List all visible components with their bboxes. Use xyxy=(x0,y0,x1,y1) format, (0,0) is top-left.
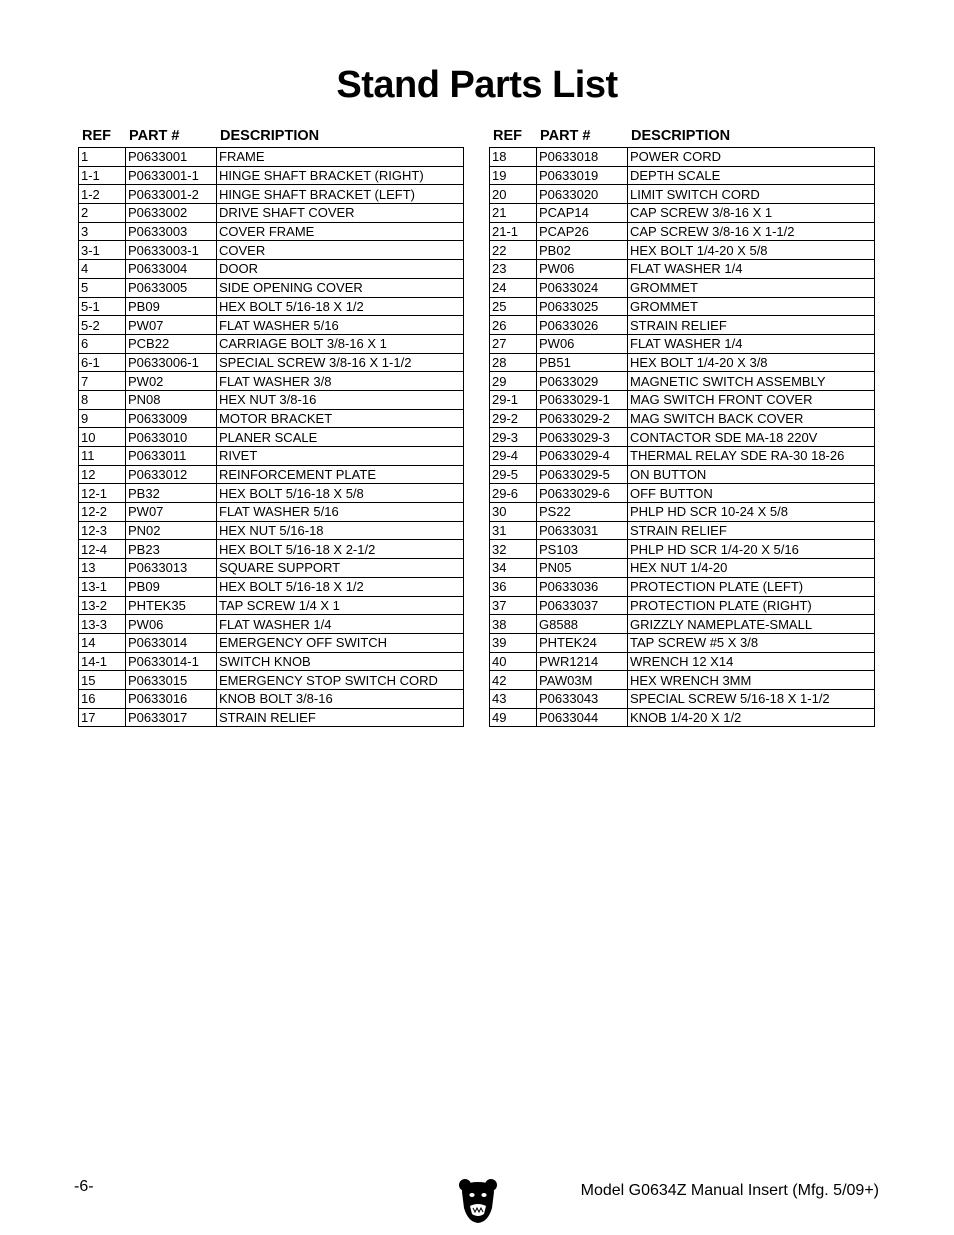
table-row xyxy=(79,708,464,727)
ref-cell: 12-4 xyxy=(79,540,126,559)
description-cell: FRAME xyxy=(217,148,464,167)
description-cell: HEX BOLT 1/4-20 X 3/8 xyxy=(628,353,875,372)
part-number-cell: PB23 xyxy=(126,540,217,559)
header-part-number: PART # xyxy=(129,128,180,144)
ref-cell: 29 xyxy=(490,372,537,391)
table-row xyxy=(490,577,875,596)
part-number-cell: PB09 xyxy=(126,577,217,596)
table-row xyxy=(79,671,464,690)
model-footer-text: Model G0634Z Manual Insert (Mfg. 5/09+) xyxy=(580,1182,879,1199)
part-number-cell: P0633010 xyxy=(126,428,217,447)
ref-cell: 13 xyxy=(79,559,126,578)
part-number-cell: PHTEK35 xyxy=(126,596,217,615)
description-cell: GROMMET xyxy=(628,278,875,297)
parts-table xyxy=(489,147,875,727)
table-row xyxy=(79,521,464,540)
table-row xyxy=(79,465,464,484)
part-number-cell: P0633004 xyxy=(126,260,217,279)
description-cell: LIMIT SWITCH CORD xyxy=(628,185,875,204)
part-number-cell: PN08 xyxy=(126,390,217,409)
ref-cell: 26 xyxy=(490,316,537,335)
table-row xyxy=(490,708,875,727)
ref-cell: 38 xyxy=(490,615,537,634)
description-cell: MAG SWITCH BACK COVER xyxy=(628,409,875,428)
description-cell: HEX WRENCH 3MM xyxy=(628,671,875,690)
table-row xyxy=(79,596,464,615)
ref-cell: 24 xyxy=(490,278,537,297)
header-description: DESCRIPTION xyxy=(220,128,320,144)
ref-cell: 18 xyxy=(490,148,537,167)
ref-cell: 20 xyxy=(490,185,537,204)
description-cell: HEX BOLT 1/4-20 X 5/8 xyxy=(628,241,875,260)
table-row xyxy=(79,652,464,671)
ref-cell: 29-6 xyxy=(490,484,537,503)
ref-cell: 29-4 xyxy=(490,447,537,466)
description-cell: DOOR xyxy=(217,260,464,279)
part-number-cell: P0633029-6 xyxy=(537,484,628,503)
ref-cell: 34 xyxy=(490,559,537,578)
description-cell: GRIZZLY NAMEPLATE-SMALL xyxy=(628,615,875,634)
part-number-cell: PW06 xyxy=(537,334,628,353)
table-row xyxy=(79,148,464,167)
ref-cell: 27 xyxy=(490,334,537,353)
table-row xyxy=(79,185,464,204)
description-cell: STRAIN RELIEF xyxy=(217,708,464,727)
ref-cell: 29-1 xyxy=(490,390,537,409)
part-number-cell: P0633029 xyxy=(537,372,628,391)
description-cell: COVER FRAME xyxy=(217,222,464,241)
ref-cell: 40 xyxy=(490,652,537,671)
ref-cell: 15 xyxy=(79,671,126,690)
ref-cell: 29-2 xyxy=(490,409,537,428)
table-body xyxy=(490,148,875,727)
table-row xyxy=(79,577,464,596)
description-cell: CAP SCREW 3/8-16 X 1 xyxy=(628,204,875,223)
description-cell: FLAT WASHER 1/4 xyxy=(628,260,875,279)
description-cell: HEX NUT 3/8-16 xyxy=(217,390,464,409)
part-number-cell: P0633029-3 xyxy=(537,428,628,447)
table-row xyxy=(490,465,875,484)
description-cell: SIDE OPENING COVER xyxy=(217,278,464,297)
ref-cell: 19 xyxy=(490,166,537,185)
ref-cell: 23 xyxy=(490,260,537,279)
description-cell: POWER CORD xyxy=(628,148,875,167)
part-number-cell: P0633015 xyxy=(126,671,217,690)
part-number-cell: P0633036 xyxy=(537,577,628,596)
ref-cell: 14 xyxy=(79,633,126,652)
part-number-cell: P0633029-5 xyxy=(537,465,628,484)
description-cell: HEX BOLT 5/16-18 X 2-1/2 xyxy=(217,540,464,559)
description-cell: PHLP HD SCR 10-24 X 5/8 xyxy=(628,503,875,522)
ref-cell: 30 xyxy=(490,503,537,522)
bear-head-icon xyxy=(458,1178,498,1224)
description-cell: FLAT WASHER 5/16 xyxy=(217,316,464,335)
table-row xyxy=(79,503,464,522)
table-row xyxy=(490,148,875,167)
part-number-cell: G8588 xyxy=(537,615,628,634)
table-row xyxy=(490,596,875,615)
description-cell: STRAIN RELIEF xyxy=(628,521,875,540)
table-row xyxy=(490,166,875,185)
description-cell: MOTOR BRACKET xyxy=(217,409,464,428)
table-row xyxy=(79,409,464,428)
description-cell: HEX NUT 5/16-18 xyxy=(217,521,464,540)
part-number-cell: P0633024 xyxy=(537,278,628,297)
description-cell: TAP SCREW 1/4 X 1 xyxy=(217,596,464,615)
table-row xyxy=(490,353,875,372)
part-number-cell: P0633029-1 xyxy=(537,390,628,409)
table-row xyxy=(490,559,875,578)
description-cell: HINGE SHAFT BRACKET (RIGHT) xyxy=(217,166,464,185)
part-number-cell: P0633014 xyxy=(126,633,217,652)
table-row xyxy=(79,278,464,297)
description-cell: ON BUTTON xyxy=(628,465,875,484)
table-row xyxy=(490,671,875,690)
part-number-cell: PB32 xyxy=(126,484,217,503)
part-number-cell: P0633012 xyxy=(126,465,217,484)
ref-cell: 25 xyxy=(490,297,537,316)
ref-cell: 9 xyxy=(79,409,126,428)
table-row xyxy=(79,372,464,391)
page-title: Stand Parts List xyxy=(336,64,618,106)
table-row xyxy=(79,484,464,503)
ref-cell: 39 xyxy=(490,633,537,652)
part-number-cell: P0633013 xyxy=(126,559,217,578)
ref-cell: 5 xyxy=(79,278,126,297)
part-number-cell: P0633019 xyxy=(537,166,628,185)
ref-cell: 13-1 xyxy=(79,577,126,596)
ref-cell: 3 xyxy=(79,222,126,241)
table-row xyxy=(490,297,875,316)
description-cell: FLAT WASHER 5/16 xyxy=(217,503,464,522)
ref-cell: 3-1 xyxy=(79,241,126,260)
description-cell: CAP SCREW 3/8-16 X 1-1/2 xyxy=(628,222,875,241)
description-cell: FLAT WASHER 3/8 xyxy=(217,372,464,391)
description-cell: KNOB BOLT 3/8-16 xyxy=(217,689,464,708)
part-number-cell: P0633001 xyxy=(126,148,217,167)
part-number-cell: P0633003 xyxy=(126,222,217,241)
part-number-cell: P0633014-1 xyxy=(126,652,217,671)
ref-cell: 21-1 xyxy=(490,222,537,241)
table-row xyxy=(490,185,875,204)
ref-cell: 12-3 xyxy=(79,521,126,540)
ref-cell: 1 xyxy=(79,148,126,167)
ref-cell: 8 xyxy=(79,390,126,409)
ref-cell: 12 xyxy=(79,465,126,484)
ref-cell: 28 xyxy=(490,353,537,372)
description-cell: SPECIAL SCREW 3/8-16 X 1-1/2 xyxy=(217,353,464,372)
ref-cell: 12-2 xyxy=(79,503,126,522)
part-number-cell: PN05 xyxy=(537,559,628,578)
ref-cell: 22 xyxy=(490,241,537,260)
part-number-cell: PS103 xyxy=(537,540,628,559)
ref-cell: 11 xyxy=(79,447,126,466)
description-cell: HINGE SHAFT BRACKET (LEFT) xyxy=(217,185,464,204)
table-row xyxy=(79,390,464,409)
table-row xyxy=(79,633,464,652)
description-cell: PROTECTION PLATE (LEFT) xyxy=(628,577,875,596)
ref-cell: 29-5 xyxy=(490,465,537,484)
table-row xyxy=(79,204,464,223)
part-number-cell: P0633006-1 xyxy=(126,353,217,372)
description-cell: REINFORCEMENT PLATE xyxy=(217,465,464,484)
table-row xyxy=(490,409,875,428)
description-cell: FLAT WASHER 1/4 xyxy=(217,615,464,634)
part-number-cell: P0633002 xyxy=(126,204,217,223)
table-row xyxy=(79,689,464,708)
part-number-cell: PHTEK24 xyxy=(537,633,628,652)
parts-table xyxy=(78,147,464,727)
ref-cell: 49 xyxy=(490,708,537,727)
part-number-cell: PCAP14 xyxy=(537,204,628,223)
table-row xyxy=(79,428,464,447)
description-cell: OFF BUTTON xyxy=(628,484,875,503)
part-number-cell: PB51 xyxy=(537,353,628,372)
part-number-cell: P0633001-1 xyxy=(126,166,217,185)
table-row xyxy=(490,260,875,279)
ref-cell: 21 xyxy=(490,204,537,223)
table-row xyxy=(490,390,875,409)
ref-cell: 5-1 xyxy=(79,297,126,316)
table-row xyxy=(490,204,875,223)
part-number-cell: P0633017 xyxy=(126,708,217,727)
ref-cell: 37 xyxy=(490,596,537,615)
ref-cell: 4 xyxy=(79,260,126,279)
table-row xyxy=(490,334,875,353)
table-header xyxy=(489,127,874,147)
part-number-cell: PW02 xyxy=(126,372,217,391)
description-cell: DEPTH SCALE xyxy=(628,166,875,185)
part-number-cell: P0633009 xyxy=(126,409,217,428)
part-number-cell: PAW03M xyxy=(537,671,628,690)
description-cell: SPECIAL SCREW 5/16-18 X 1-1/2 xyxy=(628,689,875,708)
ref-cell: 13-2 xyxy=(79,596,126,615)
description-cell: THERMAL RELAY SDE RA-30 18-26 xyxy=(628,447,875,466)
table-row xyxy=(79,334,464,353)
part-number-cell: P0633001-2 xyxy=(126,185,217,204)
table-row xyxy=(490,540,875,559)
table-row xyxy=(490,521,875,540)
description-cell: STRAIN RELIEF xyxy=(628,316,875,335)
table-row xyxy=(79,447,464,466)
part-number-cell: P0633020 xyxy=(537,185,628,204)
description-cell: WRENCH 12 X14 xyxy=(628,652,875,671)
part-number-cell: P0633018 xyxy=(537,148,628,167)
description-cell: HEX NUT 1/4-20 xyxy=(628,559,875,578)
part-number-cell: PWR1214 xyxy=(537,652,628,671)
part-number-cell: PB02 xyxy=(537,241,628,260)
ref-cell: 1-1 xyxy=(79,166,126,185)
ref-cell: 14-1 xyxy=(79,652,126,671)
description-cell: PROTECTION PLATE (RIGHT) xyxy=(628,596,875,615)
table-row xyxy=(79,222,464,241)
page-number: -6- xyxy=(74,1178,94,1195)
part-number-cell: P0633011 xyxy=(126,447,217,466)
table-row xyxy=(490,222,875,241)
table-row xyxy=(490,241,875,260)
table-row xyxy=(490,372,875,391)
description-cell: MAGNETIC SWITCH ASSEMBLY xyxy=(628,372,875,391)
ref-cell: 10 xyxy=(79,428,126,447)
description-cell: HEX BOLT 5/16-18 X 5/8 xyxy=(217,484,464,503)
table-row xyxy=(490,484,875,503)
description-cell: SQUARE SUPPORT xyxy=(217,559,464,578)
table-row xyxy=(490,428,875,447)
part-number-cell: PS22 xyxy=(537,503,628,522)
parts-table-right xyxy=(489,127,874,727)
ref-cell: 17 xyxy=(79,708,126,727)
ref-cell: 13-3 xyxy=(79,615,126,634)
part-number-cell: P0633037 xyxy=(537,596,628,615)
description-cell: SWITCH KNOB xyxy=(217,652,464,671)
description-cell: MAG SWITCH FRONT COVER xyxy=(628,390,875,409)
part-number-cell: P0633016 xyxy=(126,689,217,708)
table-row xyxy=(490,615,875,634)
ref-cell: 31 xyxy=(490,521,537,540)
part-number-cell: P0633003-1 xyxy=(126,241,217,260)
part-number-cell: P0633005 xyxy=(126,278,217,297)
description-cell: COVER xyxy=(217,241,464,260)
part-number-cell: PB09 xyxy=(126,297,217,316)
part-number-cell: PCB22 xyxy=(126,334,217,353)
table-row xyxy=(490,503,875,522)
ref-cell: 32 xyxy=(490,540,537,559)
ref-cell: 43 xyxy=(490,689,537,708)
table-row xyxy=(490,447,875,466)
part-number-cell: PN02 xyxy=(126,521,217,540)
description-cell: TAP SCREW #5 X 3/8 xyxy=(628,633,875,652)
ref-cell: 12-1 xyxy=(79,484,126,503)
table-row xyxy=(79,166,464,185)
table-row xyxy=(79,353,464,372)
part-number-cell: PW06 xyxy=(537,260,628,279)
description-cell: KNOB 1/4-20 X 1/2 xyxy=(628,708,875,727)
table-row xyxy=(79,241,464,260)
description-cell: EMERGENCY OFF SWITCH xyxy=(217,633,464,652)
table-row xyxy=(79,559,464,578)
description-cell: DRIVE SHAFT COVER xyxy=(217,204,464,223)
ref-cell: 1-2 xyxy=(79,185,126,204)
description-cell: HEX BOLT 5/16-18 X 1/2 xyxy=(217,297,464,316)
ref-cell: 36 xyxy=(490,577,537,596)
ref-cell: 16 xyxy=(79,689,126,708)
part-number-cell: P0633029-2 xyxy=(537,409,628,428)
ref-cell: 5-2 xyxy=(79,316,126,335)
header-part-number: PART # xyxy=(540,128,591,144)
part-number-cell: P0633025 xyxy=(537,297,628,316)
description-cell: FLAT WASHER 1/4 xyxy=(628,334,875,353)
part-number-cell: PW07 xyxy=(126,316,217,335)
ref-cell: 6 xyxy=(79,334,126,353)
parts-table-left xyxy=(78,127,463,727)
description-cell: PHLP HD SCR 1/4-20 X 5/16 xyxy=(628,540,875,559)
ref-cell: 29-3 xyxy=(490,428,537,447)
description-cell: HEX BOLT 5/16-18 X 1/2 xyxy=(217,577,464,596)
header-description: DESCRIPTION xyxy=(631,128,731,144)
description-cell: CARRIAGE BOLT 3/8-16 X 1 xyxy=(217,334,464,353)
ref-cell: 6-1 xyxy=(79,353,126,372)
ref-cell: 2 xyxy=(79,204,126,223)
ref-cell: 7 xyxy=(79,372,126,391)
table-row xyxy=(79,297,464,316)
table-row xyxy=(79,260,464,279)
part-number-cell: PW07 xyxy=(126,503,217,522)
table-row xyxy=(490,278,875,297)
table-row xyxy=(79,316,464,335)
part-number-cell: P0633029-4 xyxy=(537,447,628,466)
part-number-cell: PCAP26 xyxy=(537,222,628,241)
part-number-cell: P0633031 xyxy=(537,521,628,540)
description-cell: CONTACTOR SDE MA-18 220V xyxy=(628,428,875,447)
table-row xyxy=(490,316,875,335)
description-cell: EMERGENCY STOP SWITCH CORD xyxy=(217,671,464,690)
table-row xyxy=(490,689,875,708)
description-cell: PLANER SCALE xyxy=(217,428,464,447)
header-ref: REF xyxy=(493,128,522,144)
table-header xyxy=(78,127,463,147)
table-row xyxy=(79,615,464,634)
description-cell: RIVET xyxy=(217,447,464,466)
table-row xyxy=(490,652,875,671)
ref-cell: 42 xyxy=(490,671,537,690)
part-number-cell: P0633026 xyxy=(537,316,628,335)
header-ref: REF xyxy=(82,128,111,144)
table-body xyxy=(79,148,464,727)
table-row xyxy=(79,540,464,559)
table-row xyxy=(490,633,875,652)
part-number-cell: PW06 xyxy=(126,615,217,634)
description-cell: GROMMET xyxy=(628,297,875,316)
part-number-cell: P0633044 xyxy=(537,708,628,727)
part-number-cell: P0633043 xyxy=(537,689,628,708)
